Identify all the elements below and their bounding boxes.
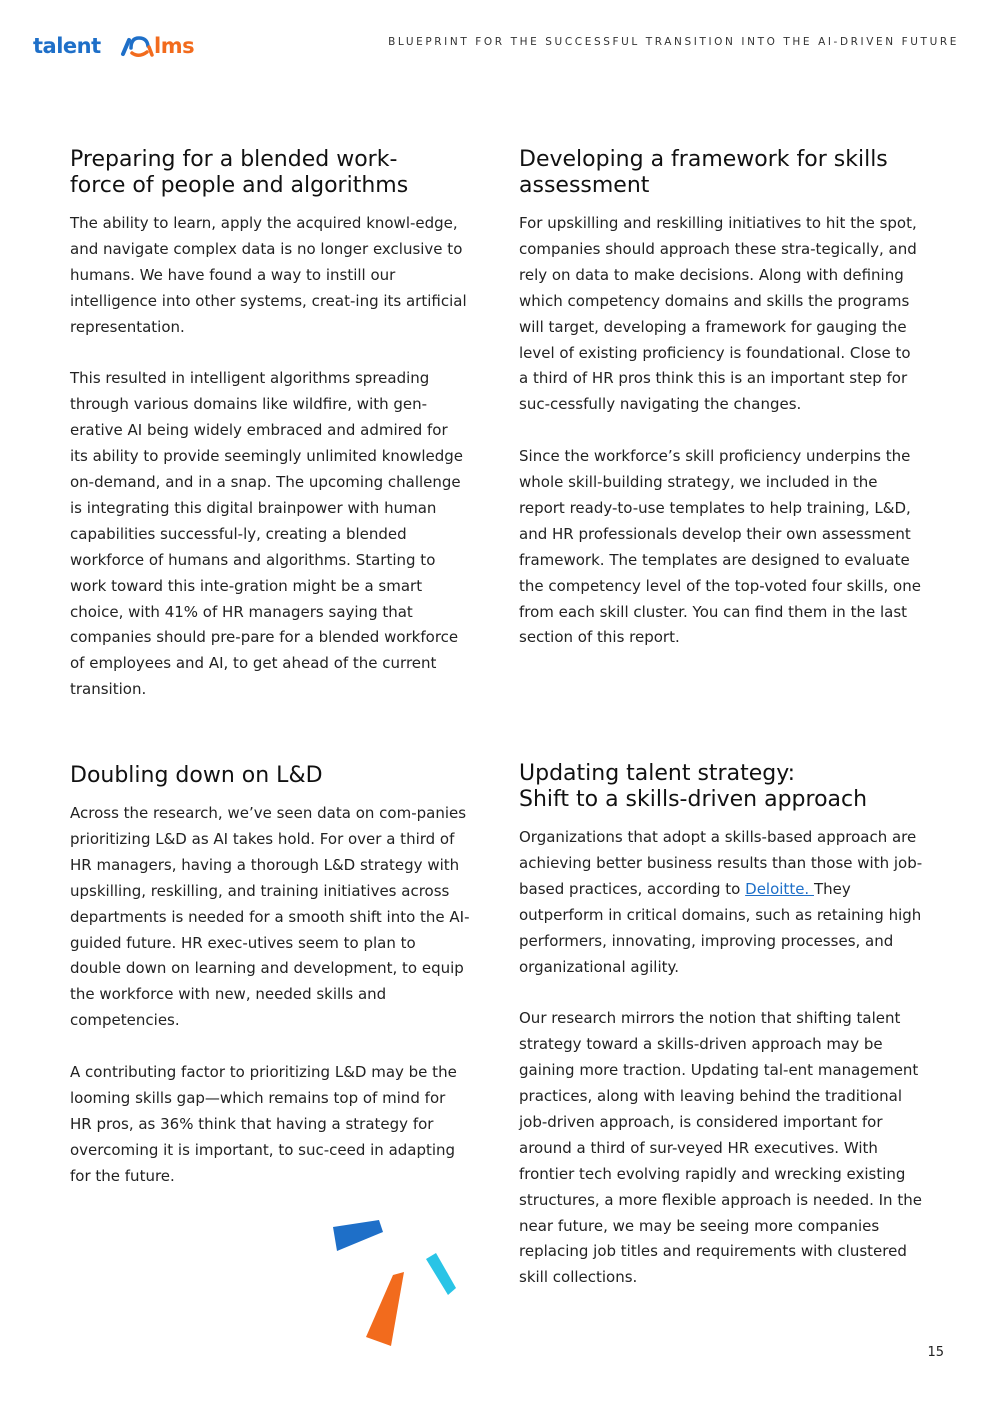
page-number: 15	[927, 1345, 944, 1360]
heading-line: assessment	[519, 173, 650, 198]
heading-line: Preparing for a blended work-	[70, 147, 398, 172]
paragraph: The ability to learn, apply the acquired knowl-edge, and navigate complex data is no longer exclusive to humans. We have found a way to instill our intelligence into other systems, creat-ing its artificial representation.	[70, 214, 467, 336]
running-title: BLUEPRINT FOR THE SUCCESSFUL TRANSITION INTO THE AI-DRIVEN FUTURE	[388, 36, 959, 48]
section-heading	[70, 147, 470, 199]
heading-line: Updating talent strategy:	[519, 761, 796, 786]
decor-blue-shape	[333, 1220, 383, 1251]
paragraph-text: They outperform in critical domains, such as retaining high performers, innovating, improving processes, and organizational agility.	[519, 879, 922, 976]
heading-line: Developing a framework for skills	[519, 147, 888, 172]
talentlms-logo	[33, 30, 203, 62]
logo-text-lms: lms	[154, 34, 195, 58]
decor-orange-shape	[366, 1272, 404, 1346]
section-heading	[519, 761, 924, 813]
paragraph: A contributing factor to prioritizing L&D may be the looming skills gap—which remains top of mind for HR pros, as 36% think that having a strategy for overcoming it is important, to suc-ceed in adapting for the future.	[70, 1063, 457, 1185]
paragraph-text: Organizations that adopt a skills-based approach are achieving better business results than those with job-based practices, according to	[519, 828, 923, 898]
section-heading: Doubling down on L&D	[70, 763, 323, 788]
paragraph	[519, 825, 924, 980]
section-skills-framework	[519, 147, 924, 651]
paragraph: Our research mirrors the notion that shifting talent strategy toward a skills-driven approach may be gaining more traction. Updating tal-ent management practices, along with leaving behind the traditional job-driven approach, is considered important for around a third of sur-veyed HR executives. With frontier tech evolving rapidly and wrecking existing structures, a more flexible approach is needed. In the near future, we may be seeing more companies replacing job titles and requirements with clustered skill collections.	[519, 1009, 922, 1287]
section-blended-workforce	[70, 147, 470, 703]
logo-text-talent: talent	[33, 34, 101, 58]
paragraph: For upskilling and reskilling initiatives to hit the spot, companies should approach these stra-tegically, and rely on data to make decisions. Along with defining which competency domains and skills the programs will target, developing a framework for gauging the level of existing proficiency is foundational. Close to a third of HR pros think this is an important step for suc-cessfully navigating the changes.	[519, 214, 917, 414]
heading-line: force of people and algorithms	[70, 173, 409, 198]
paragraph: This resulted in intelligent algorithms spreading through various domains like wildfire, with gen-erative AI being widely embraced and admired for its ability to provide seemingly unlimited knowledge on-demand, and in a snap. The upcoming challenge is integrating this digital brainpower with human capabilities successful-ly, creating a blended workforce of humans and algorithms. Starting to work toward this inte-gration might be a smart choice, with 41% of HR managers saying that companies should pre-pare for a blended workforce of employees and AI, to get ahead of the current transition.	[70, 369, 464, 699]
paragraph: Across the research, we’ve seen data on com-panies prioritizing L&D as AI takes hold. For over a third of HR managers, having a thorough L&D strategy with upskilling, reskilling, and training initiatives across departments is needed for a smooth shift into the AI-guided future. HR exec-utives seem to plan to double down on learning and development, to equip the workforce with new, needed skills and competencies.	[70, 804, 470, 1030]
section-heading	[519, 147, 924, 199]
heading-line: Shift to a skills-driven approach	[519, 787, 868, 812]
section-talent-strategy	[519, 761, 924, 1291]
decorative-shapes	[325, 1215, 465, 1355]
section-doubling-down-ld	[70, 763, 470, 1190]
deloitte-link[interactable]: Deloitte.	[745, 879, 814, 898]
logo-cloud-icon	[119, 32, 155, 60]
paragraph: Since the workforce’s skill proficiency underpins the whole skill-building strategy, we included in the report ready-to-use templates to help training, L&D, and HR professionals develop their own assessment framework. The templates are designed to evaluate the competency level of the top-voted four skills, one from each skill cluster. You can find them in the last section of this report.	[519, 447, 921, 647]
decor-cyan-shape	[426, 1253, 456, 1295]
